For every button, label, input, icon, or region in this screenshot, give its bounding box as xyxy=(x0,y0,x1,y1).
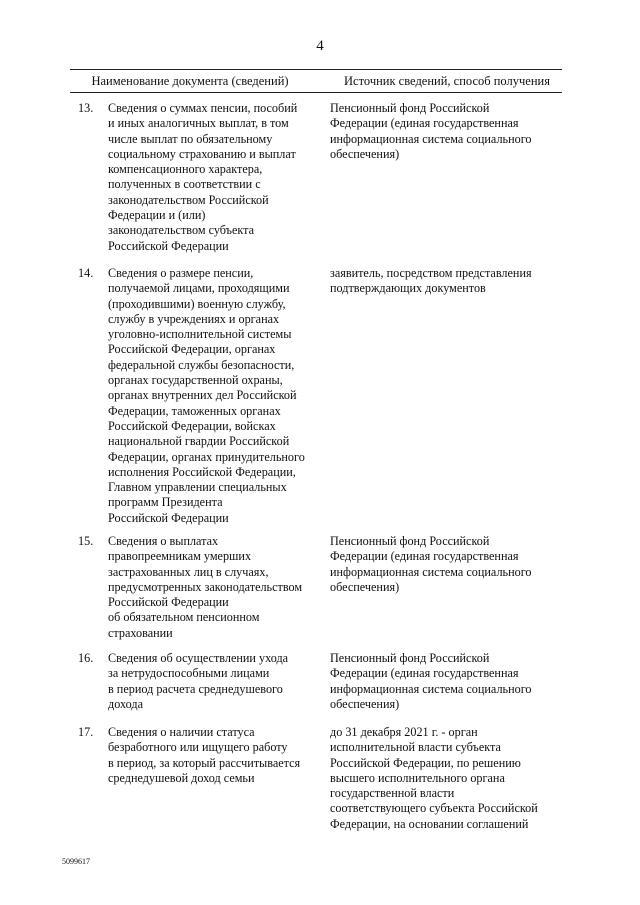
text-line: федеральной службы безопасности, xyxy=(108,357,295,372)
text-line: Российской Федерации xyxy=(108,510,229,525)
document-name xyxy=(108,534,323,641)
text-line: Российской Федерации, органах xyxy=(108,342,276,357)
text-line: Сведения о суммах пенсии, пособий xyxy=(108,101,298,115)
text-line: Федерации и (или) xyxy=(108,208,206,223)
row-number: 15. xyxy=(78,534,94,548)
text-line: соответствующего субъекта Российской xyxy=(330,801,538,816)
text-line: Сведения о размере пенсии, xyxy=(108,266,254,280)
row-number: 13. xyxy=(78,101,94,115)
text-line: (проходившими) военную службу, xyxy=(108,296,286,311)
text-line: Федерации (единая государственная xyxy=(330,549,519,564)
text-line: Федерации, таможенных органах xyxy=(108,403,281,418)
text-line: законодательством субъекта xyxy=(108,223,255,238)
text-line: Федерации, на основании соглашений xyxy=(330,816,529,831)
header-source: Источник сведений, способ получения xyxy=(344,74,550,88)
text-line: органах государственной охраны, xyxy=(108,373,283,388)
text-line: обеспечения) xyxy=(330,579,400,594)
document-source xyxy=(330,101,565,162)
text-line: за нетрудоспособными лицами xyxy=(108,666,270,681)
footer-code: 5099617 xyxy=(62,857,90,866)
row-number: 17. xyxy=(78,725,94,739)
document-name xyxy=(108,651,323,712)
text-line: Сведения об осуществлении ухода xyxy=(108,651,289,665)
document-name xyxy=(108,101,323,254)
text-line: Российской Федерации xyxy=(108,238,229,253)
text-line: безработного или ищущего работу xyxy=(108,740,288,755)
text-line: Федерации, органах принудительного xyxy=(108,449,305,464)
text-line: Федерации (единая государственная xyxy=(330,666,519,681)
text-line: дохода xyxy=(108,696,143,711)
document-name xyxy=(108,266,323,526)
text-line: органах внутренних дел Российской xyxy=(108,388,297,403)
text-line: подтверждающих документов xyxy=(330,281,486,296)
text-line: национальной гвардии Российской xyxy=(108,434,290,449)
text-line: в период расчета среднедушевого xyxy=(108,681,283,696)
text-line: полученных в соответствии с xyxy=(108,177,261,192)
text-line: среднедушевой доход семьи xyxy=(108,770,255,785)
text-line: Главном управлении специальных xyxy=(108,480,287,495)
text-line: получаемой лицами, проходящими xyxy=(108,281,290,296)
text-line: информационная система социального xyxy=(330,564,532,579)
text-line: застрахованных лиц в случаях, xyxy=(108,564,269,579)
header-document-name: Наименование документа (сведений) xyxy=(91,74,289,88)
text-line: Пенсионный фонд Российской xyxy=(330,534,490,548)
text-line: страховании xyxy=(108,625,173,640)
text-line: службу в учреждениях и органах xyxy=(108,311,280,326)
text-line: исполнения Российской Федерации, xyxy=(108,464,296,479)
text-line: социальному страхованию и выплат xyxy=(108,146,296,161)
text-line: об обязательном пенсионном xyxy=(108,610,260,625)
text-line: числе выплат по обязательному xyxy=(108,131,273,146)
text-line: Сведения о наличии статуса xyxy=(108,725,255,739)
text-line: высшего исполнительного органа xyxy=(330,770,505,785)
text-line: Российской Федерации, по решению xyxy=(330,755,521,770)
text-line: исполнительной власти субъекта xyxy=(330,740,501,755)
text-line: Сведения о выплатах xyxy=(108,534,219,548)
text-line: обеспечения) xyxy=(330,696,400,711)
text-line: программ Президента xyxy=(108,495,223,510)
text-line: уголовно-исполнительной системы xyxy=(108,327,292,342)
text-line: в период, за который рассчитывается xyxy=(108,755,301,770)
text-line: Пенсионный фонд Российской xyxy=(330,101,490,115)
text-line: Российской Федерации, войсках xyxy=(108,418,276,433)
text-line: Российской Федерации xyxy=(108,595,229,610)
text-line: до 31 декабря 2021 г. - орган xyxy=(330,725,478,739)
page-number: 4 xyxy=(316,38,324,54)
text-line: и иных аналогичных выплат, в том xyxy=(108,116,289,131)
text-line: законодательством Российской xyxy=(108,192,269,207)
document-source xyxy=(330,266,565,297)
document-source xyxy=(330,651,565,712)
text-line: заявитель, посредством представления xyxy=(330,266,532,280)
document-source xyxy=(330,725,565,832)
text-line: Пенсионный фонд Российской xyxy=(330,651,490,665)
text-line: государственной власти xyxy=(330,786,455,801)
document-name xyxy=(108,725,323,786)
row-number: 14. xyxy=(78,266,94,280)
text-line: предусмотренных законодательством xyxy=(108,579,303,594)
text-line: компенсационного характера, xyxy=(108,162,263,177)
document-source xyxy=(330,534,565,595)
text-line: информационная система социального xyxy=(330,131,532,146)
table-header xyxy=(70,69,562,93)
text-line: Федерации (единая государственная xyxy=(330,116,519,131)
text-line: информационная система социального xyxy=(330,681,532,696)
text-line: обеспечения) xyxy=(330,146,400,161)
row-number: 16. xyxy=(78,651,94,665)
text-line: правопреемникам умерших xyxy=(108,549,252,564)
